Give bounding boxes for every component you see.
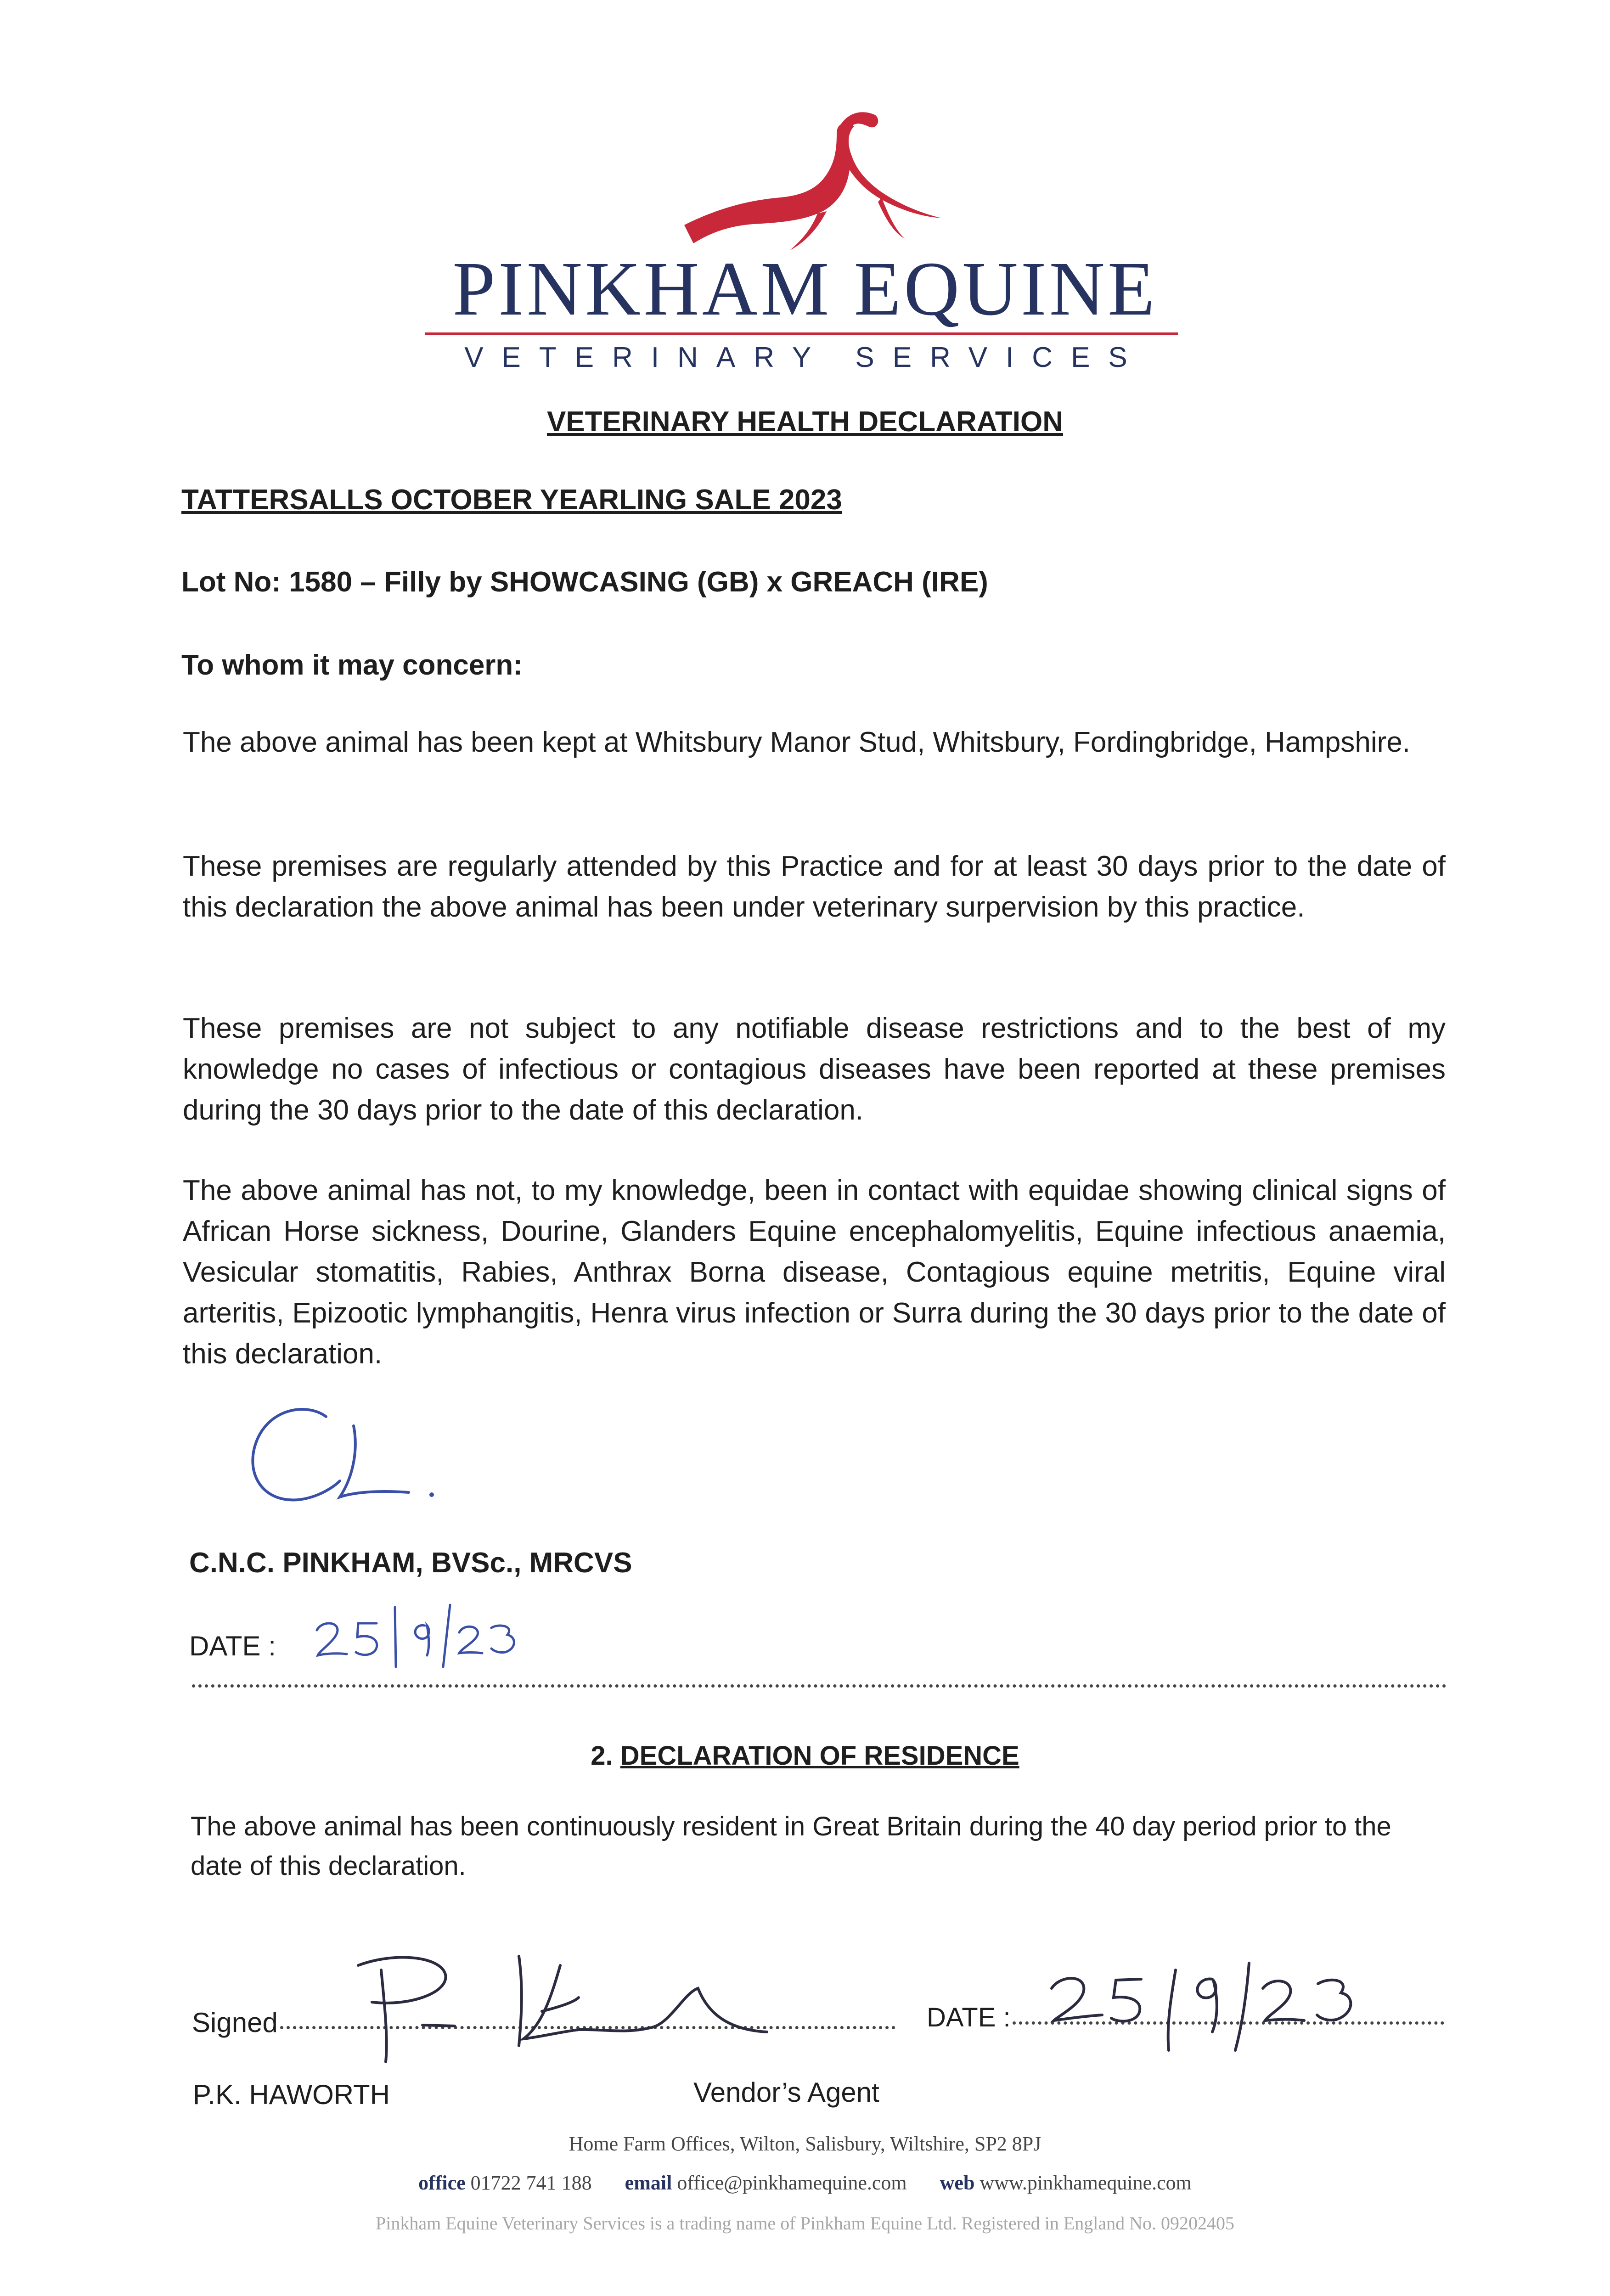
office-label: office	[418, 2172, 466, 2194]
separator-line	[192, 1684, 1447, 1688]
footer-address: Home Farm Offices, Wilton, Salisbury, Wiltshire, SP2 8PJ	[569, 2133, 1041, 2155]
footer-contact	[0, 2171, 1610, 2195]
sale-title: TATTERSALLS OCTOBER YEARLING SALE 2023	[181, 484, 842, 516]
residence-paragraph: The above animal has been continuously resident in Great Britain during the 40 day period prior to the date of this declaration.	[191, 1812, 1391, 1881]
residence-section-title	[0, 1740, 1610, 1771]
footer-legal: Pinkham Equine Veterinary Services is a trading name of Pinkham Equine Ltd. Registered in England No. 09202405	[376, 2213, 1234, 2234]
date-label: DATE :	[189, 1631, 276, 1661]
brand-name: PINKHAM EQUINE	[452, 246, 1158, 332]
agent-name: P.K. HAWORTH	[193, 2079, 390, 2110]
signed-label: Signed	[192, 2007, 278, 2038]
brand-subtitle: VETERINARY SERVICES	[464, 342, 1146, 373]
agent-handwritten-date	[1042, 1952, 1364, 2053]
vet-handwritten-date	[312, 1598, 542, 1676]
residence-section-heading: DECLARATION OF RESIDENCE	[620, 1741, 1019, 1771]
paragraph-restrictions: These premises are not subject to any notifiable disease restrictions and to the best of my knowledge no cases of infectious or contagious diseases have been reported at these premises during the 30 days prior to the date of this declaration.	[183, 1013, 1446, 1126]
lot-line: Lot No: 1580 – Filly by SHOWCASING (GB) x GREACH (IRE)	[181, 566, 988, 598]
agent-signature	[303, 1938, 854, 2066]
brand-divider	[425, 332, 1178, 335]
residence-section-number: 2.	[591, 1741, 613, 1771]
paragraph-diseases: The above animal has not, to my knowledge, been in contact with equidae showing clinical signs of African Horse sickness, Dourine, Glanders Equine encephalomyelitis, Equine infectious anaemia, Vesicular stomatitis, Rabies, Anthrax Borna disease, Contagious equine metritis, Equine viral arteritis, Epizootic lymphangitis, Henra virus infection or Surra during the 30 days prior to the date of this declaration.	[183, 1175, 1446, 1370]
agent-date-label: DATE :	[927, 2003, 1011, 2032]
office-phone: 01722 741 188	[470, 2172, 592, 2194]
document-title: VETERINARY HEALTH DECLARATION	[546, 406, 1064, 438]
horse-logo-icon	[666, 106, 951, 257]
paragraph-premises: The above animal has been kept at Whitsbury Manor Stud, Whitsbury, Fordingbridge, Hampshire.	[183, 726, 1411, 758]
paragraph-supervision: These premises are regularly attended by this Practice and for at least 30 days prior to the date of this declaration the above animal has been under veterinary surpervision by this practice.	[183, 850, 1446, 923]
email-label: email	[625, 2172, 672, 2194]
vet-signature	[239, 1398, 450, 1527]
greeting: To whom it may concern:	[181, 649, 523, 681]
web-label: web	[940, 2172, 975, 2194]
agent-role: Vendor’s Agent	[693, 2077, 879, 2108]
email-address[interactable]: office@pinkhamequine.com	[677, 2172, 907, 2194]
website-link[interactable]: www.pinkhamequine.com	[980, 2172, 1192, 2194]
vet-name: C.N.C. PINKHAM, BVSc., MRCVS	[189, 1547, 632, 1579]
